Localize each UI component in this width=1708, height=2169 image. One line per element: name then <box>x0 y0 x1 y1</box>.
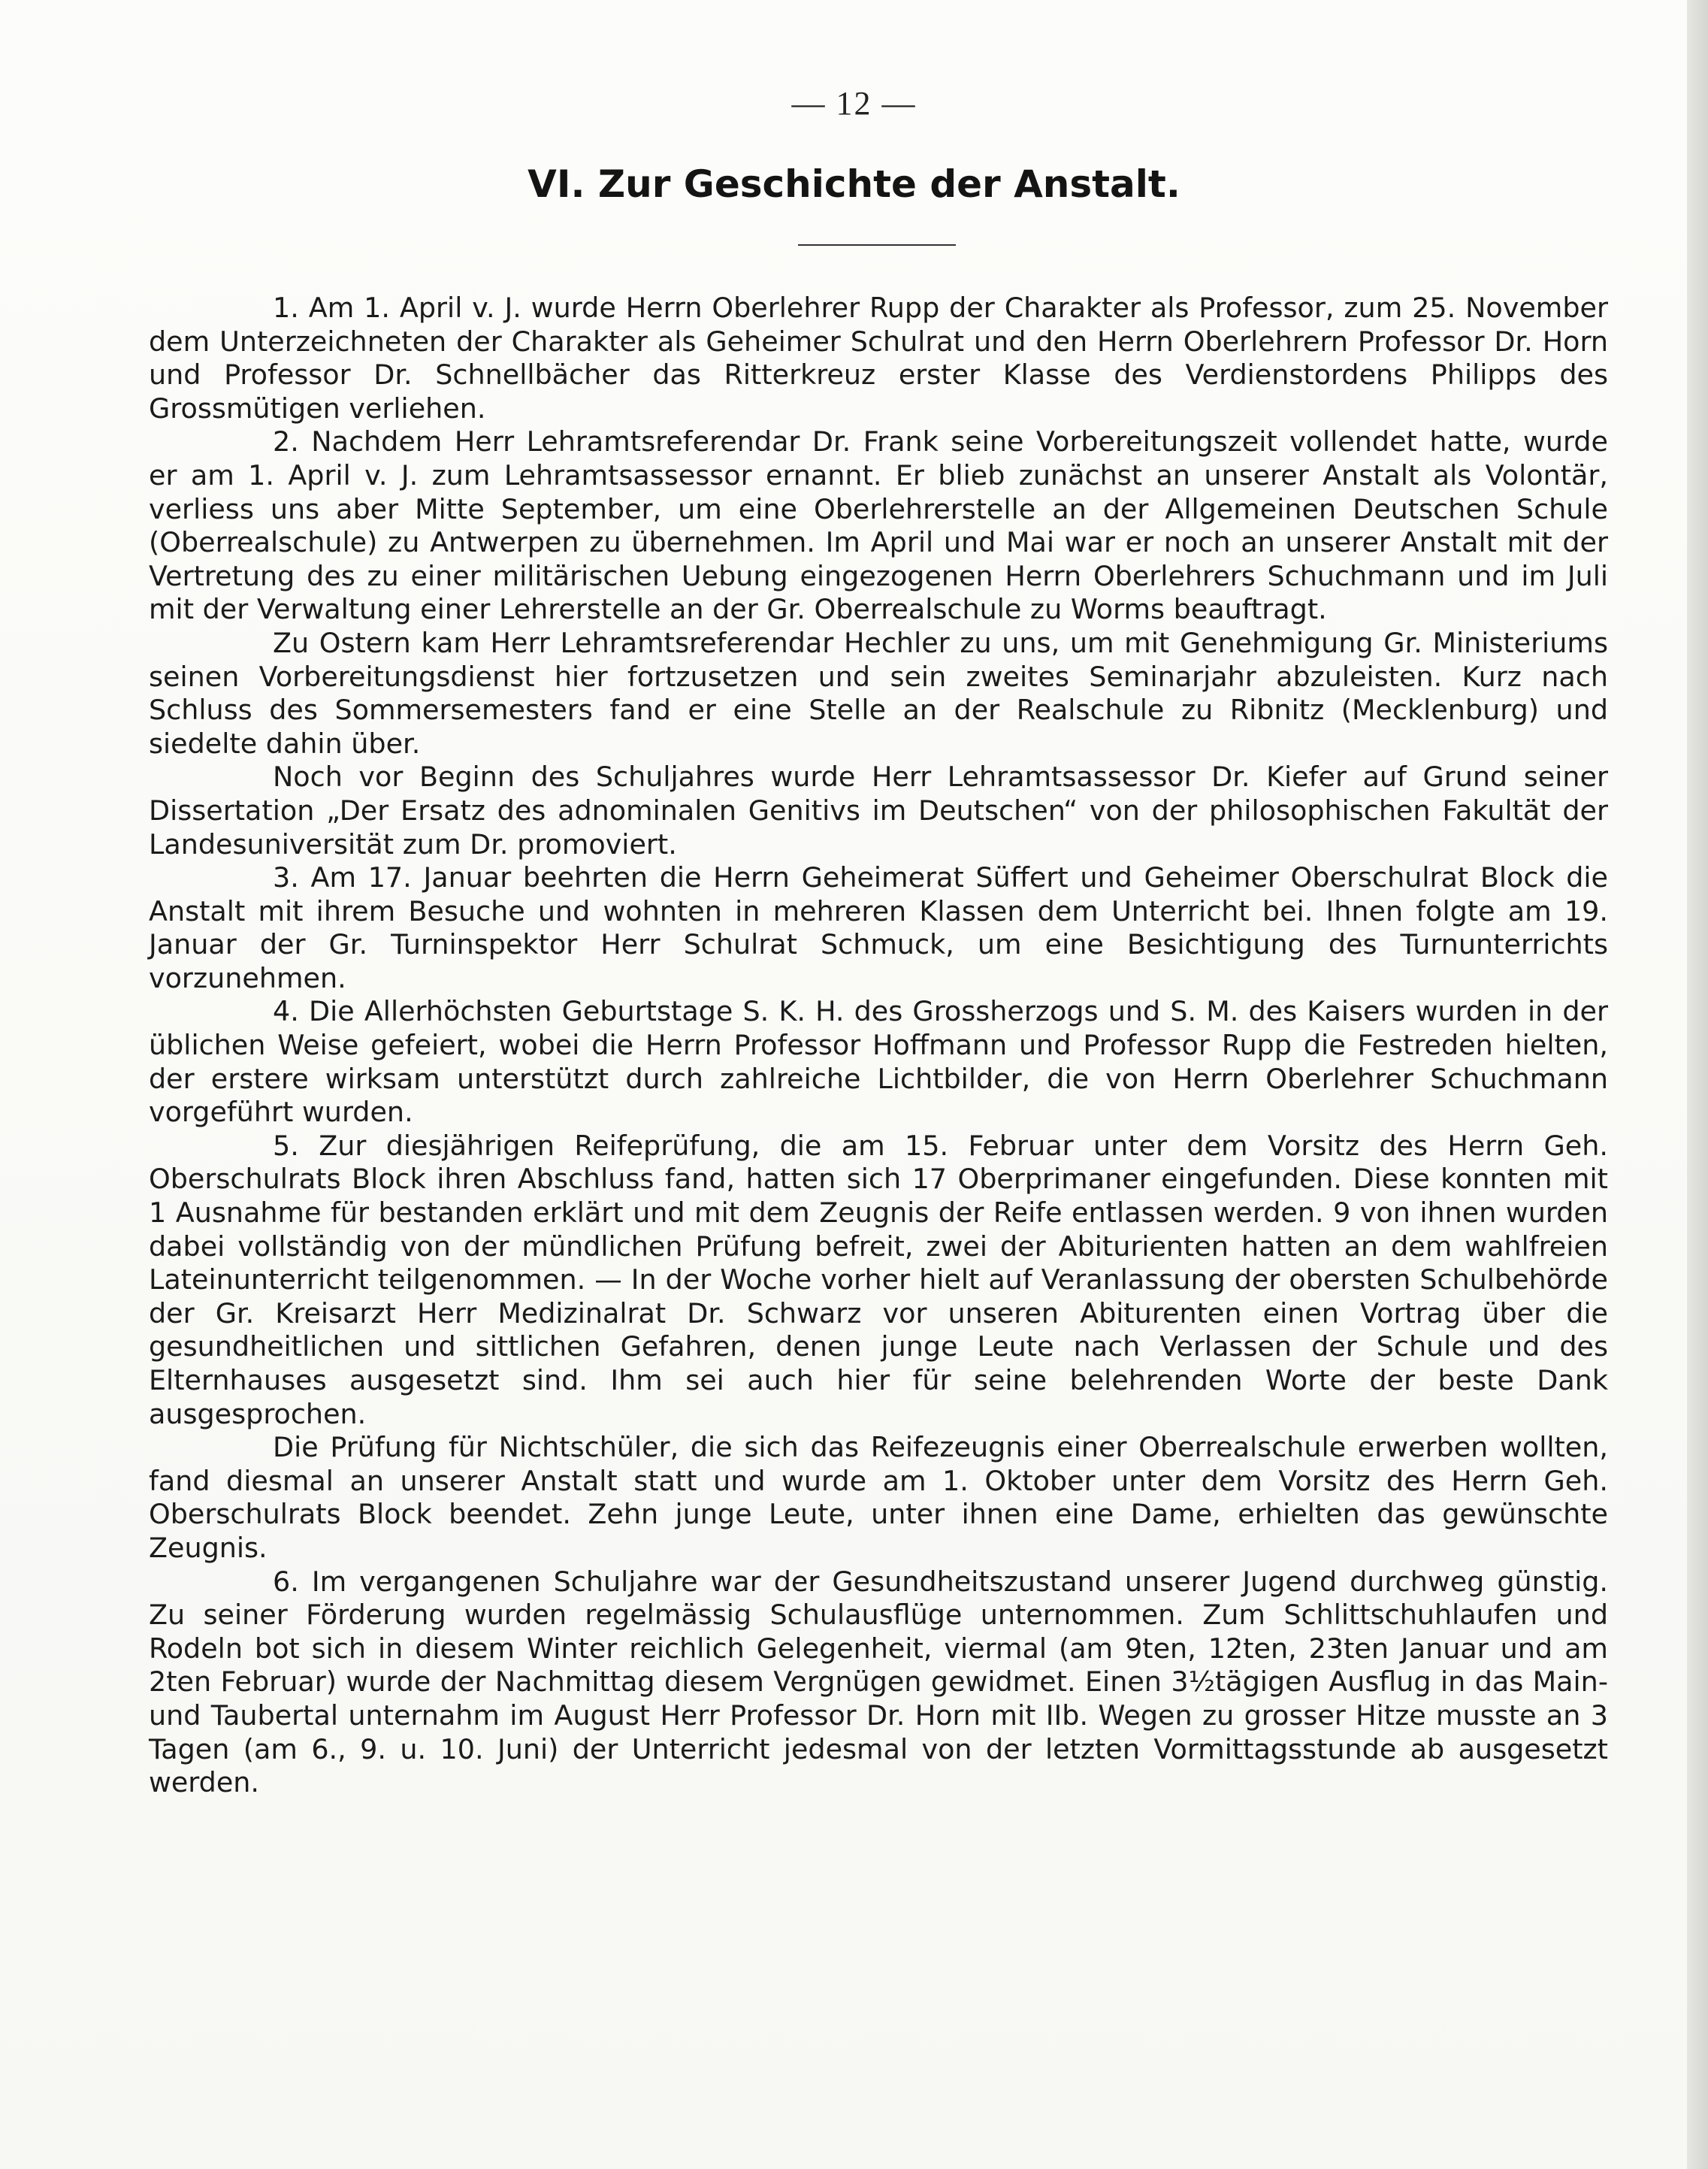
paragraph-5: 3. Am 17. Januar beehrten die Herrn Geheimerat Süffert und Geheimer Oberschulrat Block die Anstalt mit ihrem Besuche und wohnten in mehreren Klassen dem Unterricht bei. Ihnen folgte am 19. Januar der Gr. Turninspektor Herr Schulrat Schmuck, um eine Besichtigung des Turnunterrichts vorzunehmen. <box>149 861 1608 994</box>
page-number: — 12 — <box>791 85 917 122</box>
paragraph-7: 5. Zur diesjährigen Reifeprüfung, die am 15. Februar unter dem Vorsitz des Herrn Geh. Oberschulrats Block ihren Abschluss fand, hatten sich 17 Oberprimaner eingefunden. Diese konnten mit 1 Ausnahme für bestanden erklärt und mit dem Zeugnis der Reife entlassen werden. 9 von ihnen wurden dabei vollständig von der mündlichen Prüfung befreit, zwei der Abiturienten hatten an dem wahlfreien Lateinunterricht teilgenommen. — In der Woche vorher hielt auf Veranlassung der obersten Schulbehörde der Gr. Kreisarzt Herr Medizinalrat Dr. Schwarz vor unseren Abiturenten einen Vortrag über die gesundheitlichen und sittlichen Gefahren, denen junge Leute nach Verlassen der Schule und des Elternhauses ausgesetzt sind. Ihm sei auch hier für seine belehrenden Worte der beste Dank ausgesprochen. <box>149 1129 1608 1430</box>
section-title: VI. Zur Geschichte der Anstalt. <box>528 162 1180 206</box>
paragraph-4: Noch vor Beginn des Schuljahres wurde Herr Lehramtsassessor Dr. Kiefer auf Grund seiner Dissertation „Der Ersatz des adnominalen Genitivs im Deutschen“ von der philosophischen Fakultät der Landesuniversität zum Dr. promoviert. <box>149 761 1608 861</box>
paragraph-6: 4. Die Allerhöchsten Geburtstage S. K. H. des Grossherzogs und S. M. des Kaisers wurden in der üblichen Weise gefeiert, wobei die Herrn Professor Hoffmann und Professor Rupp die Festreden hielten, der erstere wirksam unterstützt durch zahlreiche Lichtbilder, die von Herrn Oberlehrer Schuchmann vorgeführt wurden. <box>149 995 1608 1129</box>
title-divider <box>798 244 956 246</box>
paragraph-9: 6. Im vergangenen Schuljahre war der Gesundheitszustand unserer Jugend durchweg günstig. Zu seiner Förderung wurden regelmässig Schulausflüge unternommen. Zum Schlittschuhlaufen und Rodeln bot sich in diesem Winter reichlich Gelegenheit, viermal (am 9ten, 12ten, 23ten Januar und am 2ten Februar) wurde der Nachmittag diesem Vergnügen gewidmet. Einen 3½tägigen Ausflug in das Main- und Taubertal unternahm im August Herr Professor Dr. Horn mit IIb. Wegen zu grosser Hitze musste an 3 Tagen (am 6., 9. u. 10. Juni) der Unterricht jedesmal von der letzten Vormittagsstunde ab ausgesetzt werden. <box>149 1565 1608 1799</box>
body-text <box>149 292 1608 1800</box>
paragraph-3: Zu Ostern kam Herr Lehramtsreferendar Hechler zu uns, um mit Genehmigung Gr. Ministeriums seinen Vorbereitungsdienst hier fortzusetzen und sein zweites Seminarjahr abzuleisten. Kurz nach Schluss des Sommersemesters fand er eine Stelle an der Realschule zu Ribnitz (Mecklenburg) und siedelte dahin über. <box>149 626 1608 760</box>
page-edge-shadow <box>1687 0 1708 2169</box>
paragraph-1: 1. Am 1. April v. J. wurde Herrn Oberlehrer Rupp der Charakter als Professor, zum 25. November dem Unterzeichneten der Charakter als Geheimer Schulrat und den Herrn Oberlehrern Professor Dr. Horn und Professor Dr. Schnellbächer das Ritterkreuz erster Klasse des Verdienstordens Philipps des Grossmütigen verliehen. <box>149 292 1608 425</box>
paragraph-8: Die Prüfung für Nichtschüler, die sich das Reifezeugnis einer Oberrealschule erwerben wollten, fand diesmal an unserer Anstalt statt und wurde am 1. Oktober unter dem Vorsitz des Herrn Geh. Oberschulrats Block beendet. Zehn junge Leute, unter ihnen eine Dame, erhielten das gewünschte Zeugnis. <box>149 1431 1608 1564</box>
paragraph-2: 2. Nachdem Herr Lehramtsreferendar Dr. Frank seine Vorbereitungszeit vollendet hatte, wurde er am 1. April v. J. zum Lehramtsassessor ernannt. Er blieb zunächst an unserer Anstalt als Volontär, verliess uns aber Mitte September, um eine Oberlehrerstelle an der Allgemeinen Deutschen Schule (Oberrealschule) zu Antwerpen zu übernehmen. Im April und Mai war er noch an unserer Anstalt mit der Vertretung des zu einer militärischen Uebung eingezogenen Herrn Oberlehrers Schuchmann und im Juli mit der Verwaltung einer Lehrerstelle an der Gr. Oberrealschule zu Worms beauftragt. <box>149 425 1608 626</box>
